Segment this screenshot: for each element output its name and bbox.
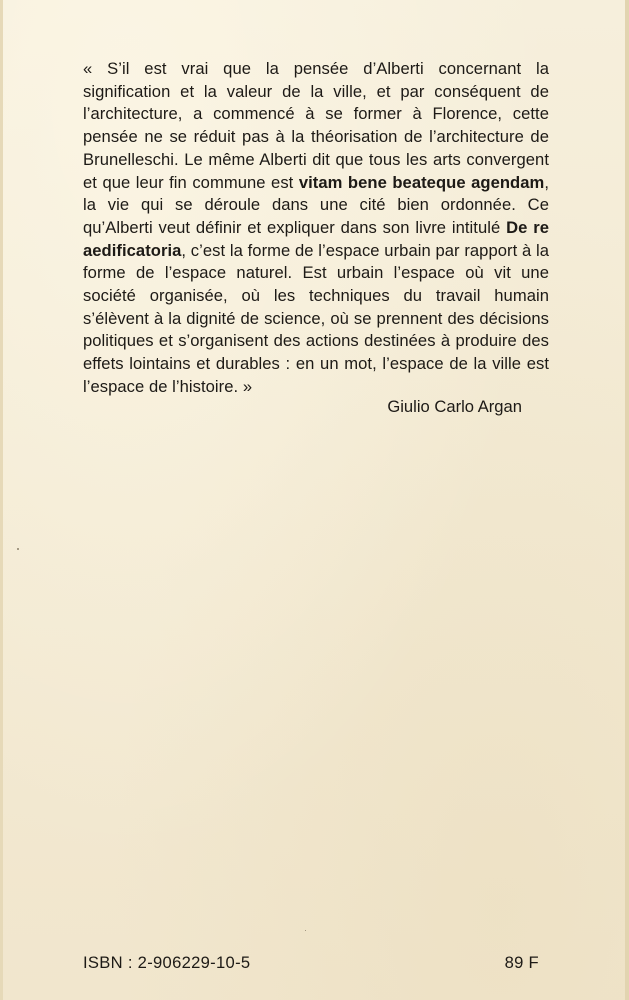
quote-paragraph [83,58,549,399]
quote-author: Giulio Carlo Argan [387,397,522,416]
quote-text-part-1: « S’il est vrai que la pensée d’Alberti concernant la signification et la valeur de la ville, et par conséquent de l’architecture, a commencé à se former à Florence, cette pensée ne se réduit pas à la théorisation de l’architecture de Brunelleschi. Le même Alberti dit que tous les arts convergent et que leur fin commune est [83,59,549,192]
quote-bold-book-title: De re aedificatoria [83,217,549,260]
price-label: 89 F [504,953,539,972]
quote-text-part-2: , la vie qui se déroule dans une cité bien ordonnée. Ce qu’Alberti veut définir et expliquer dans son livre intitulé [83,172,549,237]
paper-speck [17,548,19,550]
isbn-number: ISBN : 2-906229-10-5 [83,953,251,972]
quote-text-part-3: , c’est la forme de l’espace urbain par rapport à la forme de l’espace naturel. Est urbain l’espace où vit une société organisée, où les techniques du travail humain s’élèvent à la dignité de science, où se prennent des décisions politiques et s’organisent des actions destinées à produire des effets lointains et durables : en un mot, l’espace de la ville est l’espace de l’histoire. » [83,240,549,396]
paper-speck [305,930,306,931]
quote-bold-latin-phrase: vitam bene beateque agendam [298,172,545,192]
